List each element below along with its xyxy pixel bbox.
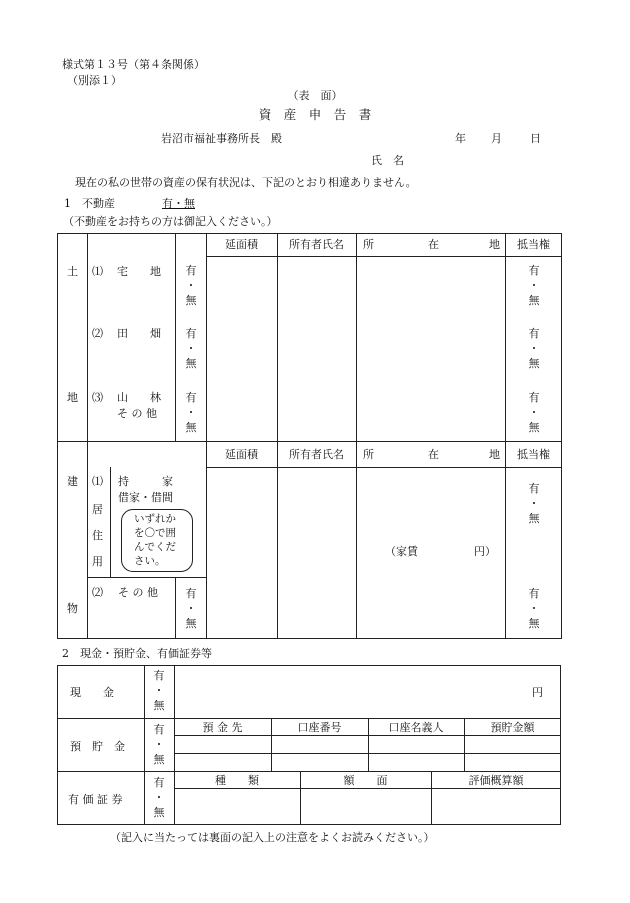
securities-header-face-value: 額 面 [343, 774, 388, 787]
other-presence: 有 ・ 無 [185, 587, 197, 630]
land-row-num: ⑶ [92, 391, 103, 404]
securities-header-type: 種 類 [215, 774, 259, 787]
circle-note-line: を〇で囲 [134, 527, 176, 539]
savings-header-amount: 預貯金額 [490, 721, 535, 734]
name-label: 氏 名 [371, 154, 404, 167]
securities-label: 有 価 証 券 [68, 793, 123, 806]
assets-table [57, 665, 561, 825]
form-number: 様式第１３号（第４条関係） [62, 58, 205, 71]
cash-presence: 有 ・ 無 [153, 669, 165, 712]
header-location-3: 地 [489, 238, 500, 251]
header-mortgage: 抵当権 [517, 238, 550, 251]
land-row-mortgage: 有 ・ 無 [528, 264, 540, 307]
side-label: （表 面） [287, 89, 343, 102]
rent-unit: 円） [474, 545, 496, 558]
header-location-2: 在 [428, 238, 439, 251]
savings-header-account-number: 口座番号 [297, 721, 342, 734]
land-label-bottom: 地 [67, 391, 78, 404]
year-label: 年 [455, 132, 466, 145]
land-row-presence: 有 ・ 無 [185, 264, 197, 307]
header-owner-name: 所有者氏名 [289, 238, 344, 251]
land-label-top: 土 [67, 265, 78, 278]
footer-note: （記入に当たっては裏面の記入上の注意をよくお読みください。） [110, 831, 435, 844]
addressee: 岩沼市福祉事務所長 殿 [161, 132, 282, 145]
land-row-label: 山 林 [117, 391, 161, 404]
land-row-num: ⑴ [92, 265, 103, 278]
land-row-label: 田 畑 [117, 327, 161, 340]
savings-header-bank: 預 金 先 [202, 721, 243, 734]
residential-char: 居 [92, 503, 103, 516]
land-row-presence: 有 ・ 無 [185, 327, 197, 370]
building-label-bottom: 物 [67, 602, 78, 615]
day-label: 日 [530, 132, 541, 145]
rent-label: （家賃 [385, 545, 418, 558]
month-label: 月 [491, 132, 502, 145]
header-location-3: 地 [489, 448, 500, 461]
residential-char: 住 [92, 529, 103, 542]
section1-note: （不動産をお持ちの方は御記入ください。） [63, 215, 278, 228]
own-house-label: 持 家 [118, 475, 173, 488]
other-num: ⑵ [92, 586, 103, 599]
land-row-label-2: そ の 他 [117, 407, 157, 420]
other-label: そ の 他 [118, 586, 158, 599]
savings-label: 預 貯 金 [70, 740, 125, 753]
building-label-top: 建 [67, 475, 78, 488]
other-mortgage: 有 ・ 無 [528, 587, 540, 630]
circle-note-line: んでくだ [134, 541, 176, 553]
statement-text: 現在の私の世帯の資産の保有状況は、下記のとおり相違ありません。 [75, 176, 417, 189]
rented-label: 借家・借間 [118, 491, 173, 504]
savings-header-account-holder: 口座名義人 [388, 721, 444, 734]
securities-presence: 有 ・ 無 [153, 776, 165, 819]
header-owner-name: 所有者氏名 [289, 448, 344, 461]
header-location-1: 所 [363, 448, 374, 461]
header-floor-area: 延面積 [225, 238, 258, 251]
header-location-1: 所 [363, 238, 374, 251]
circle-note-line: いずれか [134, 513, 176, 525]
cash-label: 現 金 [70, 686, 114, 699]
header-mortgage: 抵当権 [517, 448, 550, 461]
real-estate-choice: 有・無 [162, 197, 195, 210]
header-floor-area: 延面積 [225, 448, 258, 461]
residential-char: 用 [92, 555, 103, 568]
circle-note-line: さい。 [134, 555, 166, 567]
securities-header-estimated-value: 評価概算額 [468, 774, 524, 787]
residential-num: ⑴ [92, 475, 103, 488]
attachment-label: （別添１） [67, 74, 122, 87]
land-row-mortgage: 有 ・ 無 [528, 391, 540, 434]
section1-heading: 1 不動産 [64, 197, 115, 210]
section2-heading: 2 現金・預貯金、有価証券等 [62, 647, 212, 660]
document-title: 資 産 申 告 書 [258, 107, 372, 122]
land-row-num: ⑵ [92, 327, 103, 340]
land-row-presence: 有 ・ 無 [185, 391, 197, 434]
header-location-2: 在 [428, 448, 439, 461]
cash-unit: 円 [532, 686, 543, 699]
land-row-mortgage: 有 ・ 無 [528, 327, 540, 370]
land-row-label: 宅 地 [117, 265, 161, 278]
savings-presence: 有 ・ 無 [153, 723, 165, 766]
residential-mortgage: 有 ・ 無 [528, 482, 540, 525]
